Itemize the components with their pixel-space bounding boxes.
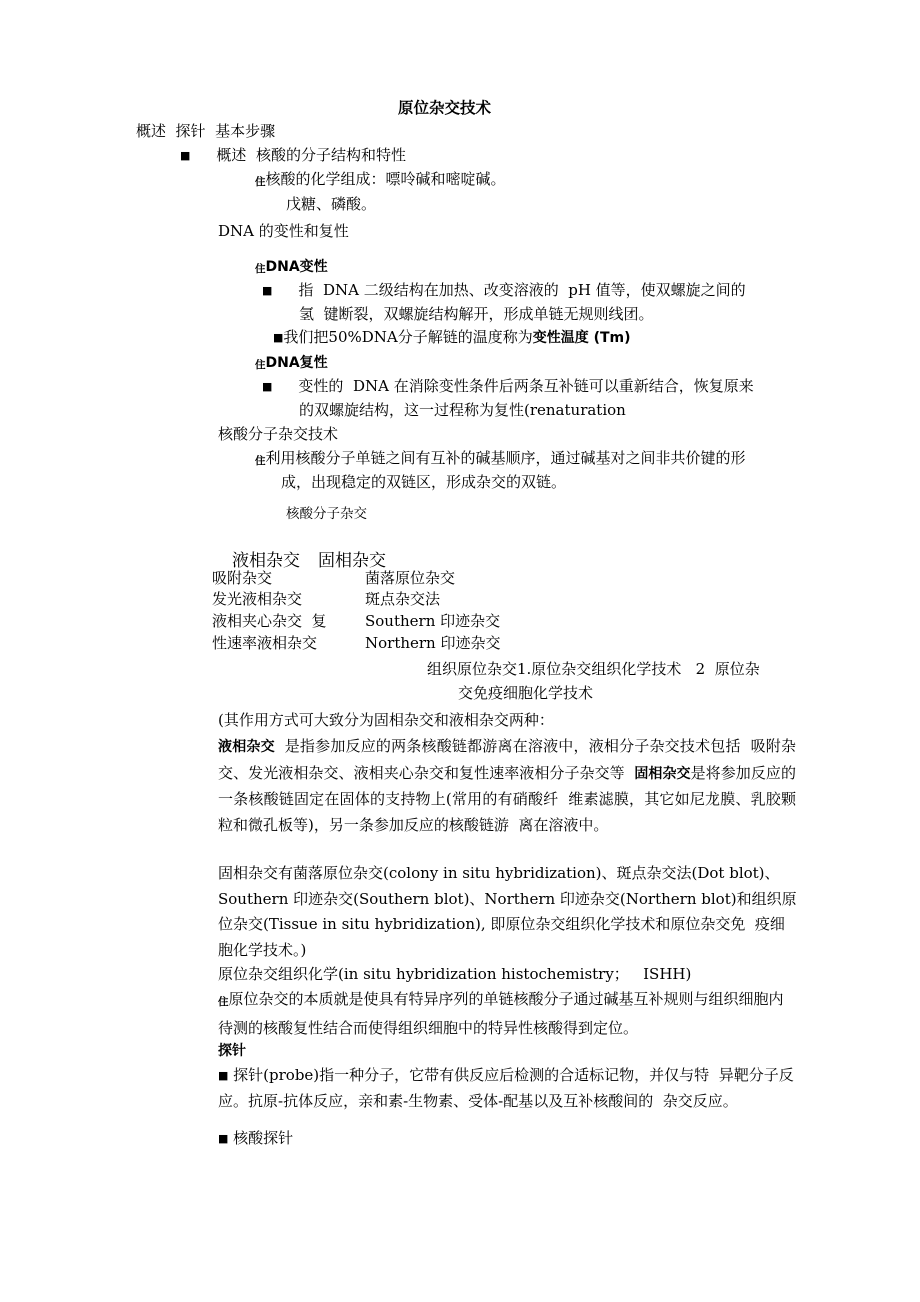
dna-denaturation-label-row [255,256,328,279]
hybridization-line-1-row [255,448,746,471]
dna-renaturation-item-row [262,376,754,397]
para1-text-1: 是指参加反应的两条核酸链都游离在溶液中，液相分子杂交技术包括 吸附杂交、发光液相杂交、液相夹心杂交和复性速率液相分子杂交等 [218,737,797,782]
square-bullet-icon: ■ [218,1069,229,1082]
table-row: 吸附杂交 [212,569,273,587]
table-header-solid: 固相杂交 [318,551,386,571]
dna-renaturation-item-line-1: 变性的 DNA 在消除变性条件后两条互补链可以重新结合，恢复原来 [298,377,754,395]
overview-bullet-row [180,145,406,166]
para4-text: 原位杂交的本质就是使具有特异序列的单链核酸分子通过碱基互补规则与组织细胞内待测的核酸复性结合而使得组织细胞中的特异性核酸得到定位。 [218,990,784,1037]
probe-item-2 [218,1126,798,1152]
body-paragraph-3: 原位杂交组织化学(in situ hybridization histochemistry； ISHH) [218,965,692,983]
para1-bold-liquid: 液相杂交 [218,739,275,755]
table-row: Northern 印迹杂交 [365,634,501,652]
dna-denaturation-label: DNA变性 [265,259,328,275]
body-paragraph-2: 固相杂交有菌落原位杂交(colony in situ hybridization)、斑点杂交法(Dot blot)、Southern 印迹杂交(Southern blot)、Northern 印迹杂交(Northern blot)和组织原位杂交(Tissue in situ hybridization), 即原位杂交组织化学技术和原位杂交免 疫细胞化学技术。) [218,864,797,959]
probe-item-2-text: 核酸探针 [228,1129,294,1147]
outline-nav-line: 概述 探针 基本步骤 [136,122,276,140]
hybridization-heading: 核酸分子杂交技术 [218,425,339,443]
probe-item-1 [218,1063,798,1114]
square-bullet-icon: ■ [262,380,273,393]
wingding-bullet-icon: 住 [255,176,266,188]
page-title: 原位杂交技术 [398,98,492,117]
table-footnote-line-2: 交免疫细胞化学技术 [458,684,594,702]
body-intro-line: (其作用方式可大致分为固相杂交和液相杂交两种： [218,711,554,729]
table-row: Southern 印迹杂交 [365,612,501,630]
table-row: 液相夹心杂交 复 [212,612,327,630]
dna-tm-row [273,327,631,348]
table-row: 斑点杂交法 [365,590,441,608]
wingding-bullet-icon: 住 [255,263,266,275]
dna-denaturation-item-row [262,280,746,301]
table-row: 性速率液相杂交 [212,634,318,652]
wingding-bullet-icon: 住 [255,359,266,371]
overview-sub-line-2: 戊糖、磷酸。 [286,195,377,213]
table-footnote-line-1: 组织原位杂交1.原位杂交组织化学技术 2 原位杂 [427,660,760,678]
square-bullet-icon: ■ [273,331,284,344]
para1-text-2: 是将参加反应的一条核酸链固定在固体的支持物上(常用的有硝酸纤 维素滤膜，其它如尼龙膜、乳胶颗粒和微孔板等)，另一条参加反应的核酸链游 离在溶液中。 [218,763,796,834]
dna-denaturation-item-line-2: 氢 键断裂，双螺旋结构解开，形成单链无规则线团。 [299,305,654,323]
overview-heading: 概述 核酸的分子结构和特性 [216,146,406,164]
table-header-liquid: 液相杂交 [232,551,300,571]
para1-bold-solid: 固相杂交 [634,765,691,782]
dna-section-heading: DNA 的变性和复性 [218,222,349,240]
wingding-bullet-icon: 住 [218,996,229,1008]
dna-renaturation-label: DNA复性 [265,355,328,371]
hybridization-caption: 核酸分子杂交 [286,506,367,522]
body-paragraph-4 [218,987,798,1041]
probe-heading: 探针 [218,1043,246,1059]
dna-renaturation-label-row [255,352,328,375]
wingding-bullet-icon: 住 [255,455,266,467]
dna-tm-bold: 变性温度 (Tm) [532,330,631,346]
table-row: 发光液相杂交 [212,590,303,608]
square-bullet-icon: ■ [262,284,273,297]
dna-denaturation-item-line-1: 指 DNA 二级结构在加热、改变溶液的 pH 值等，使双螺旋之间的 [298,281,746,299]
square-bullet-icon: ■ [218,1132,229,1145]
table-row: 菌落原位杂交 [365,569,456,587]
overview-sub-row-1 [255,169,506,192]
square-bullet-icon: ■ [180,149,191,162]
dna-tm-text: 我们把50%DNA分子解链的温度称为 [283,328,533,346]
hybridization-line-2: 成，出现稳定的双链区，形成杂交的双链。 [281,473,567,491]
dna-renaturation-item-line-2: 的双螺旋结构，这一过程称为复性(renaturation [299,401,626,419]
hybridization-line-1: 利用核酸分子单链之间有互补的碱基顺序，通过碱基对之间非共价键的形 [265,449,746,467]
overview-sub-line-1: 核酸的化学组成：嘌呤碱和嘧啶碱。 [265,170,506,188]
body-paragraph-1 [218,734,796,838]
probe-item-1-text: 探针(probe)指一种分子，它带有供反应后检测的合适标记物，并仅与特 异靶分子反应。抗原-抗体反应，亲和素-生物素、受体-配基以及互补核酸间的 杂交反应。 [218,1066,794,1110]
